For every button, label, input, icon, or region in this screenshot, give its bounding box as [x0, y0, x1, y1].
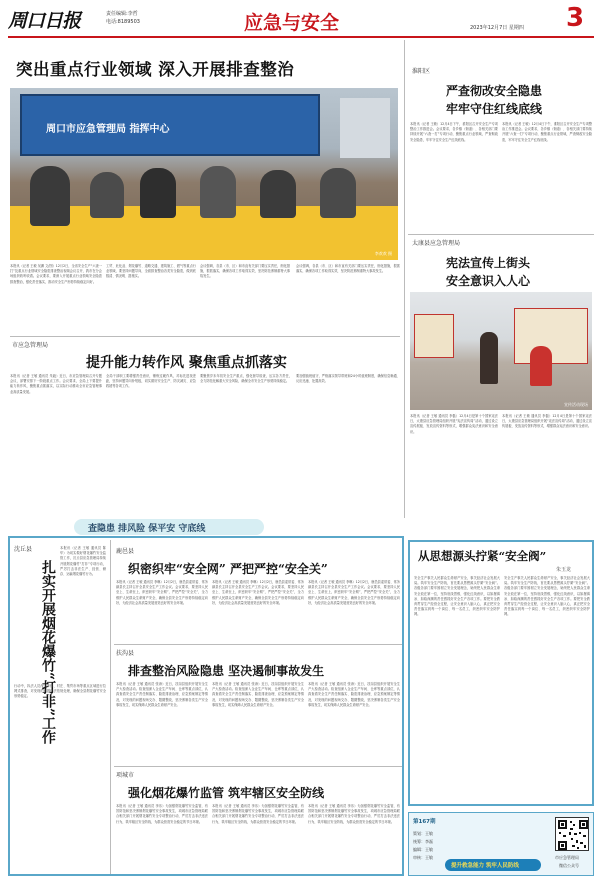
huaiyang-body-col2: 本报讯（记者 王敏）12月4日下午，淮阳区召开安全生产专项整治工作推进会。会议要求，各乡镇（街道）、各相关部门要持续开展“六查一打”专项行动，聚焦重点行业领域，严查彻改安全隐患，牢牢守住安全生产红线底线。 [502, 122, 592, 142]
taikang-photo-credit: 宣传活动现场 [564, 402, 588, 407]
fugou-headline: 排查整治风险隐患 坚决遏制事故发生 [128, 664, 325, 678]
xiangcheng-county: 项城市 [116, 772, 135, 779]
shiyingji-body-col2: 全局干部职工要增强责任意识，锤炼过硬作风，对标先进找差距，坚持问题导向补短板，切实做好安全生产、防灾减灾、应急救援等各项工作。 [106, 374, 196, 389]
issue-label: 第167期 [413, 819, 436, 825]
footer-meta-2: 统筹：李磊 [413, 839, 433, 844]
right-col-divider [404, 40, 405, 518]
photo-credit: 李欢欢 摄 [374, 251, 392, 256]
lead-body-col2: 工贸、危化品、烟花爆竹、道路交通、建筑施工、燃气等重点行业领域，要坚持问题导向，全面排查整治各类安全隐患，做到底数清、情况明、措施实。 [106, 264, 196, 279]
fugou-body-col3: 本报讯（记者 王敏 通讯员 张涛）近日，扶沟县组织开展安全生产大检查活动。检查组深入企业生产车间、仓库等重点部位，认真查看安全生产责任制落实、隐患排查治理、应急预案制定等情况，对发现的问题现场交办、限期整改，坚决遏制各类生产安全事故发生，切实保障人民群众生命财产安全。 [308, 682, 400, 707]
huaiyang-body-col1: 本报讯（记者 王敏）12月4日下午，淮阳区召开安全生产专项整治工作推进会。会议要求，各乡镇（街道）、各相关部门要持续开展“六查一打”专项行动，聚焦重点行业领域，严查彻改安全隐患，牢牢守住安全生产红线底线。 [410, 122, 498, 142]
luyi-headline: 织密织牢“安全网” 严把严控“安全关” [128, 562, 328, 576]
taikang-photo [410, 292, 592, 410]
luyi-county: 鹿邑县 [116, 548, 135, 555]
footer-slogan-bar [445, 859, 541, 871]
xiangcheng-headline: 强化烟花爆竹监管 筑牢辖区安全防线 [128, 786, 325, 800]
xiangcheng-body-col3: 本报讯（记者 王敏 通讯员 李乐）为加强烟花爆竹安全监管，有效防范和坚决遏制烟花爆竹安全事故发生，项城市应急管理局联合相关部门开展烟花爆竹安全专项整治行动，严厉打击非法违法行为，筑牢辖区安全防线，为群众营造安全稳定的节日环境。 [308, 804, 400, 824]
huaiyang-headline-1: 严查彻改安全隐患 [446, 84, 543, 98]
shiyingji-body-col3: 要聚焦岁末年初安全生产重点，强化督导检查，压实各方责任，全力防范化解重大安全风险，确保全市安全生产形势持续稳定。 [200, 374, 292, 384]
photo-screen-banner: 周口市应急管理局 指挥中心 [46, 124, 170, 135]
lead-body-col1: 本报讯（记者 王敏 吴渊 文/图）12月2日，全省安全生产“六查一打”及重点行业领域安全隐患排查整治视频会议召开，我市在分会场组织收听收看。会议要求，要深入开展重点行业领域安全隐患排查整治，强化责任落实，推动安全生产形势持续稳定向好。 [10, 264, 102, 284]
commentary-author: 朱玉龙 [556, 567, 572, 573]
shiyingji-dept: 市应急管理局 [12, 342, 49, 349]
fugou-county: 扶沟县 [116, 650, 135, 657]
qr-code-icon [555, 817, 589, 851]
divider [110, 540, 111, 874]
luyi-body-col2: 本报讯（记者 王敏 通讯员 李琳）12月2日，鹿邑县委常委、常务副县长主持召开全县安全生产工作会议。会议要求，要坚持人民至上、生命至上，织密织牢“安全网”，严把严控“安全关”，全力维护人民群众生命财产安全，确保全县安全生产形势持续稳定向好，为经济社会高质量发展营造良好的安全环境。 [212, 580, 304, 605]
shenqiu-body-col2: 行动中，执法人员深入乡镇、村庄、集贸市场等重点区域进行拉网式排查，对发现的问题依法依规处理，确保全县烟花爆竹安全形势稳定。 [14, 684, 106, 699]
taikang-headline-2: 安全意识入人心 [446, 274, 531, 288]
taikang-body-col2: 本报讯（记者 王敏 通讯员 李磊）12月4日是第十个国家宪法日，太康县应急管理局组织开展“宪法宣传周”活动，通过设立宣传展板、发放宣传资料等形式，增强群众宪法意识和安全意识。 [502, 414, 592, 429]
luyi-body-col3: 本报讯（记者 王敏 通讯员 李琳）12月2日，鹿邑县委常委、常务副县长主持召开全县安全生产工作会议。会议要求，要坚持人民至上、生命至上，织密织牢“安全网”，严把严控“安全关”，全力维护人民群众生命财产安全，确保全县安全生产形势持续稳定向好，为经济社会高质量发展营造良好的安全环境。 [308, 580, 400, 605]
luyi-body-col1: 本报讯（记者 王敏 通讯员 李琳）12月2日，鹿邑县委常委、常务副县长主持召开全县安全生产工作会议。会议要求，要坚持人民至上、生命至上，织密织牢“安全网”，严把严控“安全关”，全力维护人民群众生命财产安全，确保全县安全生产形势持续稳定向好，为经济社会高质量发展营造良好的安全环境。 [116, 580, 208, 605]
page-number: 3 [566, 3, 585, 33]
footer-slogan: 提升救急能力 筑牢人民防线 [451, 863, 519, 869]
slogan-banner [74, 519, 264, 535]
fugou-body-col1: 本报讯（记者 王敏 通讯员 张涛）近日，扶沟县组织开展安全生产大检查活动。检查组深入企业生产车间、仓库等重点部位，认真查看安全生产责任制落实、隐患排查治理、应急预案制定等情况，对发现的问题现场交办、限期整改，坚决遏制各类生产安全事故发生，切实保障人民群众生命财产安全。 [116, 682, 208, 707]
taikang-headline-1: 宪法宣传上街头 [446, 256, 531, 270]
editor-line: 责任编辑:李哲 [106, 11, 138, 17]
divider [408, 234, 594, 235]
commentary-headline: 从思想源头拧紧“安全阀” [418, 549, 547, 563]
divider [114, 644, 402, 645]
footer-box [408, 812, 594, 876]
xiangcheng-body-col2: 本报讯（记者 王敏 通讯员 李乐）为加强烟花爆竹安全监管，有效防范和坚决遏制烟花爆竹安全事故发生，项城市应急管理局联合相关部门开展烟花爆竹安全专项整治行动，严厉打击非法违法行为，筑牢辖区安全防线，为群众营造安全稳定的节日环境。 [212, 804, 304, 824]
lead-headline: 突出重点行业领域 深入开展排查整治 [16, 60, 295, 79]
taikang-body-col1: 本报讯（记者 王敏 通讯员 李磊）12月4日是第十个国家宪法日，太康县应急管理局组织开展“宪法宣传周”活动，通过设立宣传展板、发放宣传资料等形式，增强群众宪法意识和安全意识。 [410, 414, 498, 434]
lead-photo [10, 88, 398, 260]
section-title: 应急与安全 [244, 12, 340, 34]
qr-caption-2: 微信公众号 [559, 863, 579, 868]
slogan-text: 查隐患 排风险 保平安 守底线 [88, 524, 206, 534]
huaiyang-headline-2: 牢牢守住红线底线 [446, 102, 543, 116]
masthead-rule [8, 36, 594, 38]
lead-body-col3: 会议强调，各县（市、区）和市直有关部门要压实责任，细化措施，狠抓落实，确保各项工作取得实效，坚决防范遏制重特大事故发生。 [200, 264, 290, 279]
qr-caption-1: 市应急管理局 [555, 855, 579, 860]
shiyingji-body-col1: 本报讯（记者 王敏 通讯员 朱毅）近日，市应急管理局召开专题会议，部署安排下一阶段重点工作。会议要求，全局上下要提升能力转作风，聚焦重点抓落实，以实际行动推动全市应急管理事业高质量发展。 [10, 374, 102, 394]
phone-line: 电话:8189503 [106, 19, 140, 25]
footer-meta-3: 编辑：王敏 [413, 847, 433, 852]
newspaper-logo: 周口日报 [8, 10, 81, 32]
shiyingji-body-col4: 要加强值班值守，严格落实领导带班和24小时值班制度，确保信息畅通、反应迅速、处置高效。 [296, 374, 400, 384]
commentary-body-col2: 安全生产事关人民群众生命财产安全，事关经济社会发展大局。筑牢安全生产防线，首先要从思想源头拧紧“安全阀”。各级各部门要牢固树立安全发展理念，始终把人民群众生命安全放在第一位，坚持底线思维，强化红线意识，以如履薄冰、如临深渊的责任感抓好安全生产各项工作。要把安全教育贯穿生产经营全过程，让安全意识入脑入心，真正把安全责任落实到每一个岗位、每一名员工，织密织牢安全防护网。 [504, 576, 590, 617]
footer-meta-1: 策划：王敏 [413, 831, 433, 836]
commentary-body-col1: 安全生产事关人民群众生命财产安全，事关经济社会发展大局。筑牢安全生产防线，首先要从思想源头拧紧“安全阀”。各级各部门要牢固树立安全发展理念，始终把人民群众生命安全放在第一位，坚持底线思维，强化红线意识，以如履薄冰、如临深渊的责任感抓好安全生产各项工作。要把安全教育贯穿生产经营全过程，让安全意识入脑入心，真正把安全责任落实到每一个岗位、每一名员工，织密织牢安全防护网。 [414, 576, 500, 617]
issue-date: 2023年12月7日 星期四 [470, 25, 524, 31]
photo-screen [20, 94, 320, 156]
shenqiu-county: 沈丘县 [14, 546, 33, 553]
divider [114, 766, 402, 767]
taikang-county: 太康县应急管理局 [412, 240, 461, 247]
footer-meta-4: 审核：王敏 [413, 855, 433, 860]
fugou-body-col2: 本报讯（记者 王敏 通讯员 张涛）近日，扶沟县组织开展安全生产大检查活动。检查组深入企业生产车间、仓库等重点部位，认真查看安全生产责任制落实、隐患排查治理、应急预案制定等情况，对发现的问题现场交办、限期整改，坚决遏制各类生产安全事故发生，切实保障人民群众生命财产安全。 [212, 682, 304, 707]
shiyingji-headline: 提升能力转作风 聚焦重点抓落实 [86, 355, 287, 371]
huaiyang-county: 淮阳区 [412, 68, 431, 75]
lead-body-col5: 会议强调，各县（市、区）和市直有关部门要压实责任，细化措施，狠抓落实，确保各项工作取得实效，坚决防范遏制重特大事故发生。 [296, 264, 400, 274]
masthead [0, 0, 600, 36]
shenqiu-headline: 扎实开展烟花爆竹“打非”工作 [40, 560, 56, 745]
divider [10, 336, 400, 337]
shenqiu-body-col1: 本报讯（记者 王敏 通讯员 陈华）为切实做好烟花爆竹安全监管工作，沈丘县应急管理局持续开展烟花爆竹“打非”专项行动，严厉打击非法生产、经营、储存、运输烟花爆竹行为。 [60, 546, 106, 577]
xiangcheng-body-col1: 本报讯（记者 王敏 通讯员 李乐）为加强烟花爆竹安全监管，有效防范和坚决遏制烟花爆竹安全事故发生，项城市应急管理局联合相关部门开展烟花爆竹安全专项整治行动，严厉打击非法违法行为，筑牢辖区安全防线，为群众营造安全稳定的节日环境。 [116, 804, 208, 824]
